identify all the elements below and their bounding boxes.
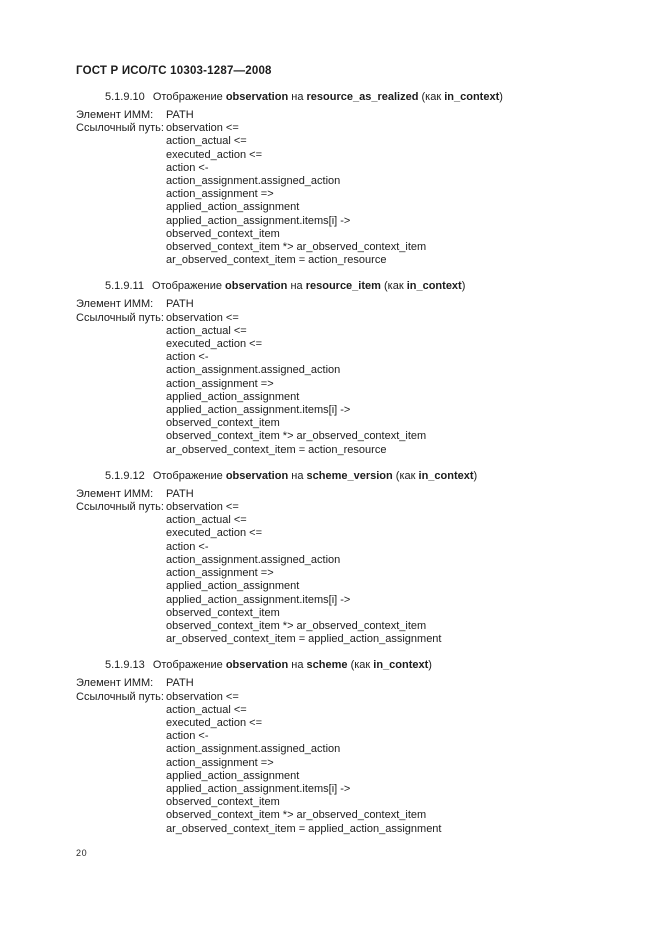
path-line: applied_action_assignment [166, 580, 300, 593]
section-number: 5.1.9.13 [105, 659, 145, 672]
target-name: resource_as_realized [306, 91, 419, 103]
context-group [444, 91, 503, 103]
page-number: 20 [76, 847, 88, 858]
path-line: action <- [166, 351, 209, 364]
path-line: action_assignment.assigned_action [166, 175, 341, 188]
document-header: ГОСТ Р ИСО/ТС 10303-1287—2008 [76, 65, 272, 77]
path-line: action_assignment => [166, 188, 274, 201]
mapping-word: Отображение [152, 280, 222, 293]
reference-path [166, 691, 441, 836]
path-line: action_assignment.assigned_action [166, 743, 341, 756]
as-close: ) [428, 659, 432, 672]
context-name: in_context [406, 280, 462, 293]
on-word: на [291, 469, 304, 482]
entity-name: observation [225, 469, 289, 482]
section-5-1-9-13 [76, 658, 621, 835]
imm-row [76, 109, 621, 122]
path-line: ar_observed_context_item = applied_action_assignment [166, 822, 442, 835]
imm-row [76, 677, 621, 690]
path-line: applied_action_assignment.items[i] -> [166, 404, 351, 417]
entity-name: observation [225, 659, 289, 672]
path-line: executed_action <= [166, 527, 263, 540]
entity-name: observation [225, 280, 288, 293]
imm-value: PATH [166, 487, 194, 500]
reference-path [166, 312, 426, 457]
path-line: applied_action_assignment.items[i] -> [166, 593, 351, 606]
section-number: 5.1.9.11 [105, 280, 144, 293]
path-line: action_assignment => [166, 567, 274, 580]
target-name: scheme [306, 659, 348, 672]
as-close: ) [461, 280, 466, 293]
imm-value: PATH [166, 677, 194, 690]
section-number: 5.1.9.10 [105, 91, 145, 103]
path-line: action <- [166, 730, 209, 743]
path-line: action_assignment => [166, 756, 274, 769]
mapping-word: Отображение [152, 659, 223, 672]
reference-path-row [76, 501, 621, 646]
path-line: observed_context_item [166, 796, 280, 809]
path-line: action_actual <= [166, 514, 247, 527]
path-line: applied_action_assignment [166, 390, 300, 403]
path-line: action <- [166, 161, 209, 174]
path-line: observed_context_item *> ar_observed_context_item [166, 619, 427, 632]
as-open: (как [350, 659, 371, 672]
section-heading [105, 469, 621, 483]
reference-path-label: Ссылочный путь: [76, 122, 164, 135]
path-line: observation <= [166, 501, 239, 514]
context-name: in_context [418, 469, 474, 482]
path-line: observed_context_item *> ar_observed_context_item [166, 430, 427, 443]
path-line: observed_context_item [166, 606, 280, 619]
path-line: observation <= [166, 311, 239, 324]
section-5-1-9-12 [76, 469, 621, 646]
section-heading [105, 658, 621, 672]
path-line: action_assignment.assigned_action [166, 364, 341, 377]
on-word: на [291, 659, 304, 672]
mapping-word: Отображение [152, 469, 223, 482]
path-line: action <- [166, 540, 209, 553]
path-line: executed_action <= [166, 716, 263, 729]
path-line: observation <= [166, 122, 239, 135]
imm-label: Элемент ИММ: [76, 109, 154, 121]
reference-path-label: Ссылочный путь: [76, 501, 164, 514]
section-number: 5.1.9.12 [105, 469, 145, 482]
path-line: applied_action_assignment [166, 201, 300, 214]
as-open: (как [383, 280, 404, 293]
as-close: ) [499, 91, 503, 103]
section-5-1-9-11 [76, 279, 621, 456]
reference-path-row [76, 122, 621, 267]
as-open: (как [421, 91, 442, 103]
path-line: observed_context_item *> ar_observed_context_item [166, 809, 427, 822]
mapping-word: Отображение [152, 91, 223, 103]
as-open: (как [395, 469, 416, 482]
context-name: in_context [373, 659, 429, 672]
reference-path [166, 122, 426, 267]
context-group [419, 470, 478, 482]
on-word: на [290, 280, 303, 293]
path-line: observed_context_item [166, 417, 280, 430]
section-5-1-9-10 [76, 90, 621, 267]
path-line: ar_observed_context_item = applied_action_assignment [166, 633, 442, 646]
reference-path [166, 501, 441, 646]
target-name: resource_item [305, 280, 381, 293]
on-word: на [291, 91, 304, 103]
path-line: observation <= [166, 690, 239, 703]
context-group [373, 659, 432, 671]
imm-label: Элемент ИММ: [76, 677, 154, 690]
context-group [407, 280, 466, 292]
imm-label: Элемент ИММ: [76, 298, 154, 311]
path-line: ar_observed_context_item = action_resource [166, 254, 387, 267]
path-line: executed_action <= [166, 148, 263, 161]
path-line: action_assignment.assigned_action [166, 553, 341, 566]
path-line: observed_context_item *> ar_observed_context_item [166, 241, 427, 254]
imm-label: Элемент ИММ: [76, 487, 154, 500]
imm-value: PATH [166, 298, 194, 311]
imm-row [76, 298, 621, 311]
section-heading [105, 279, 621, 293]
reference-path-row [76, 312, 621, 457]
path-line: applied_action_assignment.items[i] -> [166, 214, 351, 227]
reference-path-label: Ссылочный путь: [76, 311, 164, 324]
section-heading [105, 90, 621, 104]
target-name: scheme_version [306, 469, 393, 482]
path-line: action_actual <= [166, 135, 247, 148]
imm-value: PATH [166, 109, 194, 121]
imm-row [76, 488, 621, 501]
path-line: action_actual <= [166, 324, 247, 337]
as-close: ) [473, 469, 478, 482]
path-line: ar_observed_context_item = action_resource [166, 443, 387, 456]
reference-path-label: Ссылочный путь: [76, 690, 164, 703]
path-line: applied_action_assignment.items[i] -> [166, 782, 351, 795]
path-line: observed_context_item [166, 227, 280, 240]
path-line: action_actual <= [166, 703, 247, 716]
path-line: executed_action <= [166, 338, 263, 351]
path-line: applied_action_assignment [166, 769, 300, 782]
path-line: action_assignment => [166, 377, 274, 390]
context-name: in_context [444, 91, 500, 103]
reference-path-row [76, 691, 621, 836]
entity-name: observation [225, 91, 289, 103]
